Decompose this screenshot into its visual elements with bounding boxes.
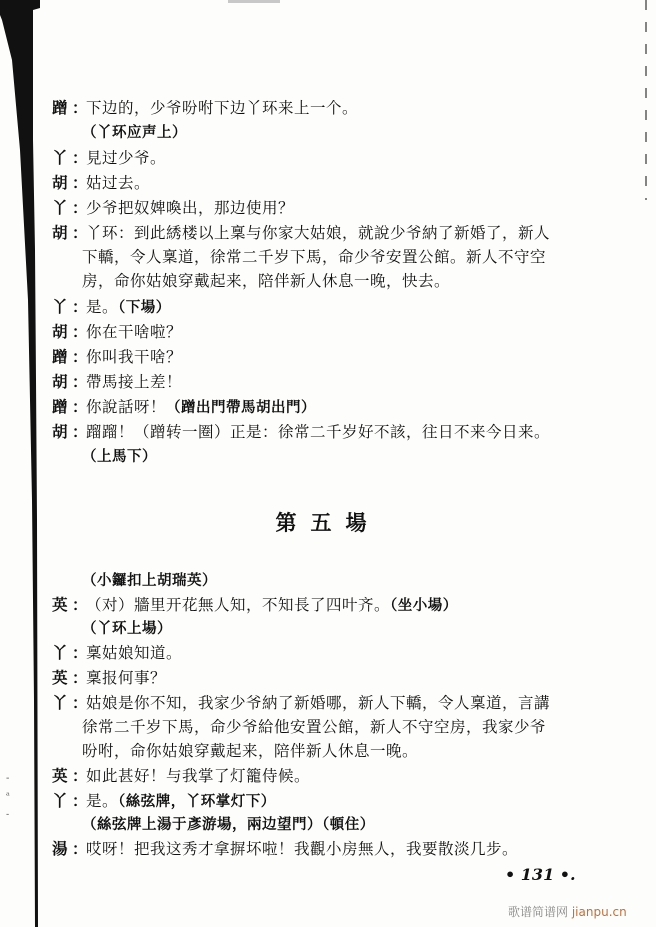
watermark <box>508 903 627 920</box>
dialogue-text: 蹓蹓！（蹭转一圈）正是：徐常二千岁好不該，往日不来今日来。 <box>86 423 551 441</box>
stage-direction: （上馬下） <box>82 448 157 465</box>
margin-specks: - ᵃ ˗ <box>6 773 10 820</box>
speaker-label: 胡 <box>52 173 69 192</box>
dialogue-text: 下边的，少爷吩咐下边丫环来上一个。 <box>86 99 359 117</box>
dialogue-line: 蹭 ：你叫我干啥？ <box>52 347 183 366</box>
dialogue-continuation: 下轎，令人稟道，徐常二千岁下馬，命少爷安置公館。新人不守空 <box>82 248 547 266</box>
dialogue-text: 姑娘是你不知，我家少爷納了新婚哪，新人下轎，令人稟道，言講 <box>86 694 551 712</box>
speaker-label: 胡 <box>52 422 69 441</box>
speaker-label: 湯 <box>52 839 69 858</box>
dialogue-line: 英 ：（对）牆里开花無人知，不知長了四叶齐。（坐小場） <box>52 595 458 614</box>
scene-title: 第五場 <box>275 510 381 535</box>
inline-stage-direction: （下場） <box>118 299 171 316</box>
stage-direction: （丫环应声上） <box>82 124 187 141</box>
dialogue-line: 胡 ：姑过去。 <box>52 173 151 192</box>
speaker-label: 英 <box>52 668 69 687</box>
dialogue-continuation: 徐常二千岁下馬，命少爷給他安置公館，新人不守空房，我家少爷 <box>82 718 547 736</box>
speaker-label: 胡 <box>52 322 69 341</box>
right-edge-marks <box>645 0 647 200</box>
dialogue-text: 是。 <box>86 792 119 810</box>
dialogue-line: 丫 ：姑娘是你不知，我家少爷納了新婚哪，新人下轎，令人稟道，言講 <box>52 693 551 712</box>
dialogue-text: 稟报何事？ <box>86 669 167 687</box>
dialogue-text: 如此甚好！与我掌了灯籠侍候。 <box>86 767 311 785</box>
watermark-en: jianpu.cn <box>571 905 627 919</box>
stage-direction: （丫环上場） <box>82 620 172 637</box>
speaker-label: 丫 <box>52 198 69 217</box>
page-number: • 131 •. <box>505 865 576 884</box>
dialogue-line: 湯 ：哎呀！把我这秀才拿摒坏啦！我觀小房無人，我要散淡几步。 <box>52 839 519 858</box>
dialogue-line: 蹭 ：下边的，少爷吩咐下边丫环来上一个。 <box>52 98 359 117</box>
dialogue-text: 姑过去。 <box>86 174 151 192</box>
stage-direction: （小鑼扣上胡瑞英） <box>82 572 217 589</box>
dialogue-line: 胡 ：丫环：到此綉楼以上稟与你家大姑娘，就說少爷納了新婚了，新人 <box>52 223 551 242</box>
dialogue-line: 胡 ：蹓蹓！（蹭转一圈）正是：徐常二千岁好不該，往日不来今日来。 <box>52 422 551 441</box>
dialogue-line: 丫 ：少爷把奴婢喚出，那边使用？ <box>52 198 295 217</box>
speaker-label: 胡 <box>52 372 69 391</box>
dialogue-text: 你說話呀！ <box>86 398 167 416</box>
dialogue-line: 丫 ：稟姑娘知道。 <box>52 643 183 662</box>
dialogue-line: 蹭 ：你說話呀！（蹭出門帶馬胡出門） <box>52 397 317 416</box>
speaker-label: 胡 <box>52 223 69 242</box>
dialogue-text: 哎呀！把我这秀才拿摒坏啦！我觀小房無人，我要散淡几步。 <box>86 840 519 858</box>
inline-stage-direction: （坐小場） <box>390 597 458 614</box>
dialogue-text: 見过少爷。 <box>86 149 167 167</box>
dialogue-text: 是。 <box>86 298 119 316</box>
dialogue-continuation: 房，命你姑娘穿戴起来，陪伴新人休息一晚，快去。 <box>82 272 451 290</box>
dialogue-text: 少爷把奴婢喚出，那边使用？ <box>86 199 295 217</box>
dialogue-text: 丫环：到此綉楼以上稟与你家大姑娘，就說少爷納了新婚了，新人 <box>86 224 551 242</box>
dialogue-text: 你在干啥啦？ <box>86 323 183 341</box>
top-scan-mark <box>228 0 280 3</box>
inline-stage-direction: （蹭出門帶馬胡出門） <box>166 399 317 416</box>
dialogue-line: 丫 ：是。（下場） <box>52 297 171 316</box>
dialogue-line: 丫 ：是。（絲弦牌，丫环掌灯下） <box>52 791 276 810</box>
speaker-label: 蹭 <box>52 397 69 416</box>
inline-stage-direction: （絲弦牌，丫环掌灯下） <box>118 793 276 810</box>
speaker-label: 蹭 <box>52 347 69 366</box>
dialogue-text: 稟姑娘知道。 <box>86 644 183 662</box>
stage-direction: （絲弦牌上湯于彥游場，兩边望門）（頓住） <box>82 816 375 833</box>
watermark-cn: 歌谱简谱网 <box>508 905 569 919</box>
speaker-label: 英 <box>52 766 69 785</box>
speaker-label: 丫 <box>52 693 69 712</box>
speaker-label: 丫 <box>52 643 69 662</box>
speaker-label: 英 <box>52 595 69 614</box>
dialogue-line: 胡 ：帶馬接上差！ <box>52 372 183 391</box>
speaker-label: 丫 <box>52 791 69 810</box>
dialogue-line: 英 ：如此甚好！与我掌了灯籠侍候。 <box>52 766 311 785</box>
speaker-label: 丫 <box>52 148 69 167</box>
dialogue-line: 英 ：稟报何事？ <box>52 668 167 687</box>
dialogue-continuation: 吩咐，命你姑娘穿戴起来，陪伴新人休息一晚。 <box>82 742 419 760</box>
speaker-label: 丫 <box>52 297 69 316</box>
dialogue-line: 胡 ：你在干啥啦？ <box>52 322 183 341</box>
dialogue-text: 帶馬接上差！ <box>86 373 183 391</box>
speaker-label: 蹭 <box>52 98 69 117</box>
dialogue-text: （对）牆里开花無人知，不知長了四叶齐。 <box>86 596 391 614</box>
dialogue-line: 丫 ：見过少爷。 <box>52 148 167 167</box>
dialogue-text: 你叫我干啥？ <box>86 348 183 366</box>
